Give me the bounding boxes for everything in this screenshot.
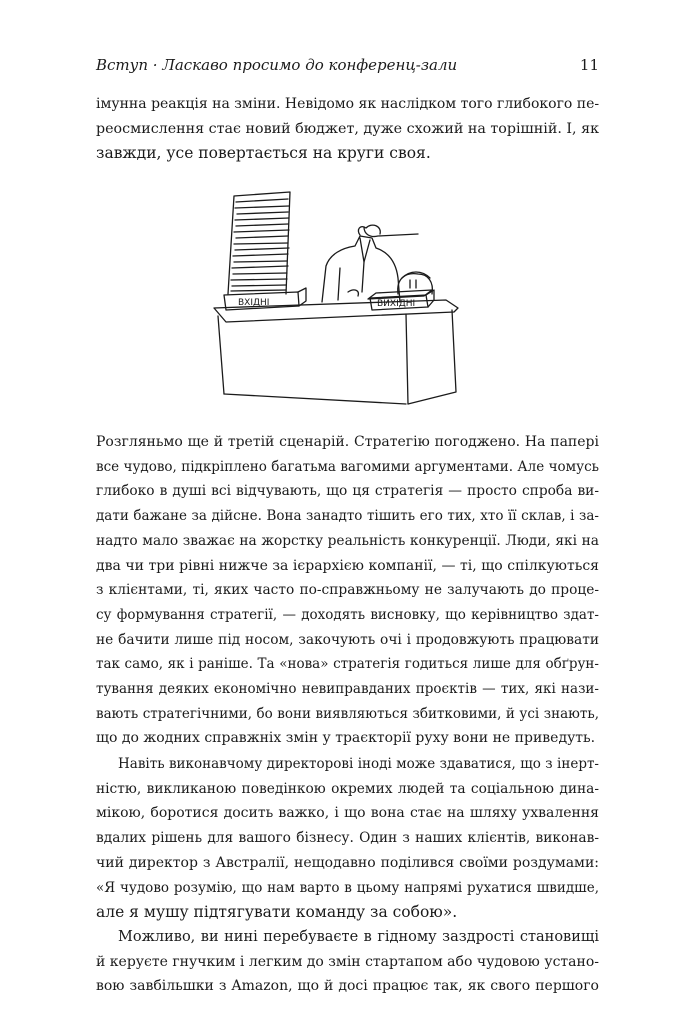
- text-line: з клієнтами, ті, яких часто по-справжньому не залучають до проце-: [96, 582, 599, 599]
- page-header: [96, 56, 599, 80]
- paper-stack: [228, 192, 290, 294]
- text-line: два чи три рівні нижче за ієрархією компанії, — ті, що спілкуються: [96, 557, 599, 574]
- headless-man: [322, 225, 400, 302]
- text-line: так само, як і раніше. Та «нова» стратегія годиться лише для обґрун-: [96, 656, 599, 673]
- text-line: тування деяких економічно невиправданих проєктів — тих, які нази-: [96, 681, 599, 698]
- paragraph-4: [96, 925, 599, 999]
- text-line: імунна реакція на зміни. Невідомо як наслідком того глибокого пе-: [96, 96, 600, 112]
- text-line: завжди, усе повертається на круги своя.: [96, 144, 431, 163]
- text-line: глибоко в душі всі відчувають, що ця стратегія — просто спроба ви-: [96, 483, 599, 500]
- text-line: Навіть виконавчому директорові іноді може здаватися, що з інерт-: [118, 756, 599, 772]
- text-line: надто мало зважає на жорстку реальність конкуренції. Люди, які на: [96, 532, 599, 549]
- running-head: Вступ · Ласкаво просимо до конференц-зали: [96, 56, 458, 74]
- text-line: мікою, боротися досить важко, і що вона стає на шляху ухвалення: [96, 805, 599, 822]
- page-number: 11: [579, 56, 599, 74]
- cartoon-illustration: [210, 182, 472, 414]
- text-line: вають стратегічними, бо вони виявляються збитковими, й усі знають,: [96, 705, 599, 722]
- paragraph-1: [96, 92, 599, 166]
- text-line: реосмислення стає новий бюджет, дуже схожий на торішній. І, як: [96, 120, 599, 137]
- text-line: не бачити лише під носом, закочують очі і продовжують працювати: [96, 631, 599, 648]
- text-line: ністю, викликаною поведінкою окремих людей та соціальною дина-: [96, 780, 599, 797]
- text-line: Можливо, ви нині перебуваєте в гідному заздрості становищі: [118, 929, 599, 945]
- paragraph-3: [96, 752, 599, 925]
- text-line: чий директор з Австралії, нещодавно поділився своїми роздумами:: [96, 854, 599, 871]
- text-line: вою завбільшки з Amazon, що й досі працює так, як свого першого: [96, 978, 599, 995]
- desk-cable: [364, 227, 418, 237]
- text-line: все чудово, підкріплено багатьма вагомими аргументами. Але чомусь: [96, 458, 599, 475]
- desk: [214, 300, 458, 404]
- text-line: що до жодних справжніх змін у траєкторії руху вони не приведуть.: [96, 730, 596, 747]
- text-line: й керуєте гнучким і легким до змін стартапом або чудовою устано-: [96, 953, 599, 970]
- outbox-tray: [368, 290, 434, 310]
- text-line: але я мушу підтягувати команду за собою».: [96, 903, 458, 922]
- text-line: Розгляньмо ще й третій сценарій. Стратегію погоджено. На папері: [96, 434, 599, 450]
- paragraph-2: [96, 430, 599, 751]
- text-line: су формування стратегії, — доходять висновку, що керівництво здат-: [96, 606, 599, 623]
- outbox-label: ВИХІДНІ: [377, 299, 416, 309]
- text-line: «Я чудово розумію, що нам варто в цьому напрямі рухатися швидше,: [96, 879, 599, 896]
- text-line: дати бажане за дійсне. Вона занадто тішить его тих, хто її склав, і за-: [96, 508, 599, 525]
- text-line: вдалих рішень для вашого бізнесу. Один з наших клієнтів, виконав-: [96, 830, 599, 847]
- inbox-label: ВХІДНІ: [238, 298, 270, 308]
